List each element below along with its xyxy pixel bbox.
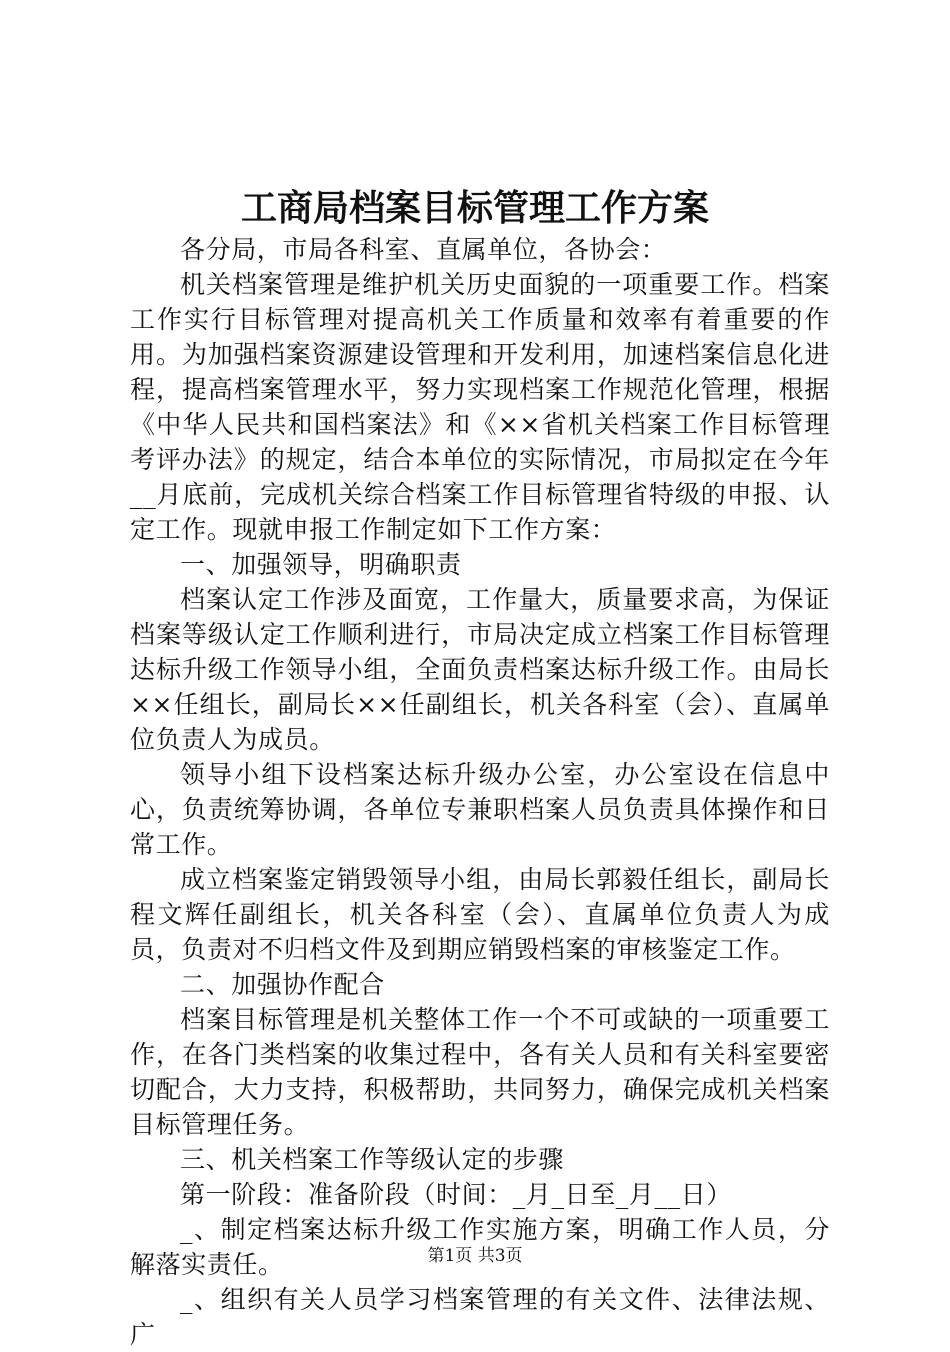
section-heading-1: 一、加强领导，明确职责: [180, 550, 462, 579]
list-item: _、制定档案达标升级工作实施方案，明确工作人员，分解落实责任。: [130, 1215, 830, 1279]
salutation-paragraph: 各分局，市局各科室、直属单位，各协会：: [180, 235, 667, 264]
body-paragraph: 成立档案鉴定销毁领导小组，由局长郭毅任组长，副局长程文辉任副组长，机关各科室（会）、直属单位负责人为成员，负责对不归档文件及到期应销毁档案的审核鉴定工作。: [130, 865, 830, 964]
stage-heading: 第一阶段：准备阶段（时间：_月_日至_月__日）: [180, 1180, 732, 1209]
body-paragraph: 领导小组下设档案达标升级办公室，办公室设在信息中心，负责统筹协调，各单位专兼职档案人员负责具体操作和日常工作。: [130, 760, 830, 859]
section-heading-3: 三、机关档案工作等级认定的步骤: [180, 1145, 565, 1174]
list-item: _、组织有关人员学习档案管理的有关文件、法律法规、广: [130, 1285, 830, 1349]
document-title: 工商局档案目标管理工作方案: [240, 187, 709, 229]
page-number-footer: 第1页 共3页: [427, 1246, 523, 1266]
intro-paragraph: 机关档案管理是维护机关历史面貌的一项重要工作。档案工作实行目标管理对提高机关工作质量和效率有着重要的作用。为加强档案资源建设管理和开发利用，加速档案信息化进程，提高档案管理水平，努力实现档案工作规范化管理，根据《中华人民共和国档案法》和《××省机关档案工作目标管理考评办法》的规定，结合本单位的实际情况，市局拟定在今年__月底前，完成机关综合档案工作目标管理省特级的申报、认定工作。现就申报工作制定如下工作方案：: [130, 270, 830, 544]
section-heading-2: 二、加强协作配合: [180, 970, 385, 999]
body-paragraph: 档案目标管理是机关整体工作一个不可或缺的一项重要工作，在各门类档案的收集过程中，各有关人员和有关科室要密切配合，大力支持，积极帮助，共同努力，确保完成机关档案目标管理任务。: [130, 1005, 830, 1139]
body-paragraph: 档案认定工作涉及面宽，工作量大，质量要求高，为保证档案等级认定工作顺利进行，市局决定成立档案工作目标管理达标升级工作领导小组，全面负责档案达标升级工作。由局长××任组长，副局长××任副组长，机关各科室（会）、直属单位负责人为成员。: [130, 585, 830, 754]
document-body: [130, 232, 830, 1352]
